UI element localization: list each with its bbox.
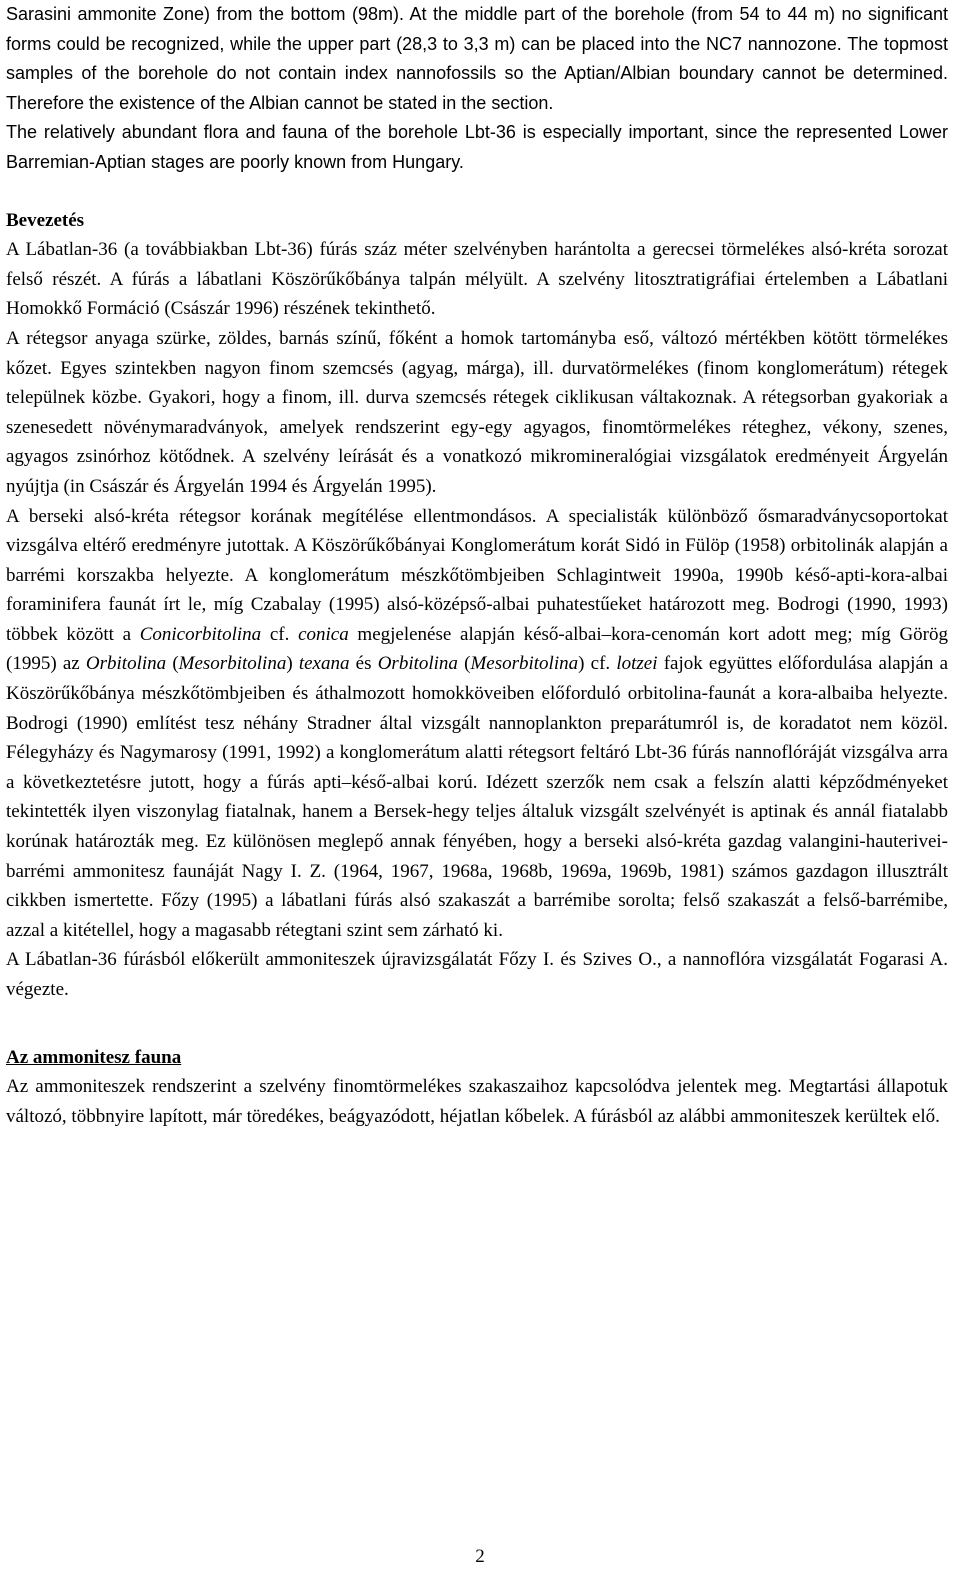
- page-number: 2: [475, 1546, 485, 1567]
- section-heading-bevezetes: Bevezetés: [6, 209, 85, 231]
- document-page: [6, 0, 948, 1131]
- abstract-paragraph: Sarasini ammonite Zone) from the bottom (98m). At the middle part of the borehole (from 54 to 44 m) no significant forms could be recognized, while the upper part (28,3 to 3,3 m) can be placed into the NC7 nannozone. The topmost samples of the borehole do not contain index nannofossils so the Aptian/Albian boundary cannot be determined. Therefore the existence of the Albian cannot be stated in the section.: [6, 4, 948, 113]
- intro-paragraph: A Lábatlan-36 fúrásból előkerült ammoniteszek újravizsgálatát Főzy I. és Szives O., a nannoflóra vizsgálatát Fogarasi A. végezte.: [6, 949, 948, 1000]
- intro-paragraph: A berseki alsó-kréta rétegsor korának megítélése ellentmondásos. A specialisták különböző ősmaradványcsoportokat vizsgálva eltérő eredményre jutottak. A Köszörűkőbányai Konglomerátum korát Sidó in Fülöp (1958) orbitolinák alapján a barrémi korszakba helyezte. A konglomerátum mészkőtömbjeiben Schlagintweit 1990a, 1990b késő-apti-kora-albai foraminifera faunát írt le, míg Czabalay (1995) alsó-középső-albai puhatestűeket határozott meg. Bodrogi (1990, 1993) többek között a Conicorbitolina cf. conica megjelenése alapján késő-albai–kora-cenomán kort adott meg; míg Görög (1995) az Orbitolina (Mesorbitolina) texana és Orbitolina (Mesorbitolina) cf. lotzei fajok együttes előfordulása alapján a Köszörűkőbánya mészkőtömbjeiben és áthalmozott homokköveiben előforduló orbitolina-faunát a kora-albaiba helyezte. Bodrogi (1990) említést tesz néhány Stradner által vizsgált nannoplankton preparátumról is, de koradatot nem közöl. Félegyházy és Nagymarosy (1991, 1992) a konglomerátum alatti rétegsort feltáró Lbt-36 fúrás nannoflóráját vizsgálva arra a következtetésre jutott, hogy a fúrás apti–késő-albai korú. Idézett szerzők nem csak a felszín alatti képződményeket tekintették ilyen viszonylag fiatalnak, hanem a Bersek-hegy teljes általuk vizsgált szelvényét is aptinak és annál fiatalabb korúnak határozták meg. Ez különösen meglepő annak fényében, hogy a berseki alsó-kréta gazdag valangini-hauterivei-barrémi ammonitesz faunáját Nagy I. Z. (1964, 1967, 1968a, 1968b, 1969a, 1969b, 1981) számos gazdagon illusztrált cikkben ismertette. Főzy (1995) a lábatlani fúrás alsó szakaszát a barrémibe sorolta; felső szakaszát a felső-barrémibe, azzal a kitétellel, hogy a magasabb rétegtani szint sem zárható ki.: [6, 505, 948, 941]
- section-heading-ammonite: Az ammonitesz fauna: [6, 1046, 182, 1068]
- abstract-paragraph: The relatively abundant flora and fauna of the borehole Lbt-36 is especially important, since the represented Lower Barremian-Aptian stages are poorly known from Hungary.: [6, 122, 948, 172]
- intro-paragraph: A rétegsor anyaga szürke, zöldes, barnás színű, főként a homok tartományba eső, változó mértékben kötött törmelékes kőzet. Egyes szintekben nagyon finom szemcsés (agyag, márga), ill. durvatörmelékes (finom konglomerátum) rétegek települnek közbe. Gyakori, hogy a finom, ill. durva szemcsés rétegek ciklikusan váltakoznak. A rétegsorban gyakoriak a szenesedett növénymaradványok, amelyek rendszerint egy-egy agyagos, finomtörmelékes réteghez, vékony, szenes, agyagos zsinórhoz kötődnek. A szelvény leírását és a vonatkozó mikromineralógiai vizsgálatok eredményeit Árgyelán nyújtja (in Császár és Árgyelán 1994 és Árgyelán 1995).: [6, 327, 948, 497]
- intro-paragraph: A Lábatlan-36 (a továbbiakban Lbt-36) fúrás száz méter szelvényben harántolta a gerecsei törmelékes alsó-kréta sorozat felső részét. A fúrás a lábatlani Köszörűkőbánya talpán mélyült. A szelvény litosztratigráfiai értelemben a Lábatlani Homokkő Formáció (Császár 1996) részének tekinthető.: [6, 239, 948, 320]
- ammonite-paragraph: Az ammoniteszek rendszerint a szelvény finomtörmelékes szakaszaihoz kapcsolódva jelentek meg. Megtartási állapotuk változó, többnyire lapított, már töredékes, beágyazódott, héjatlan kőbelek. A fúrásból az alábbi ammoniteszek kerültek elő.: [6, 1076, 948, 1127]
- english-abstract: [6, 0, 948, 178]
